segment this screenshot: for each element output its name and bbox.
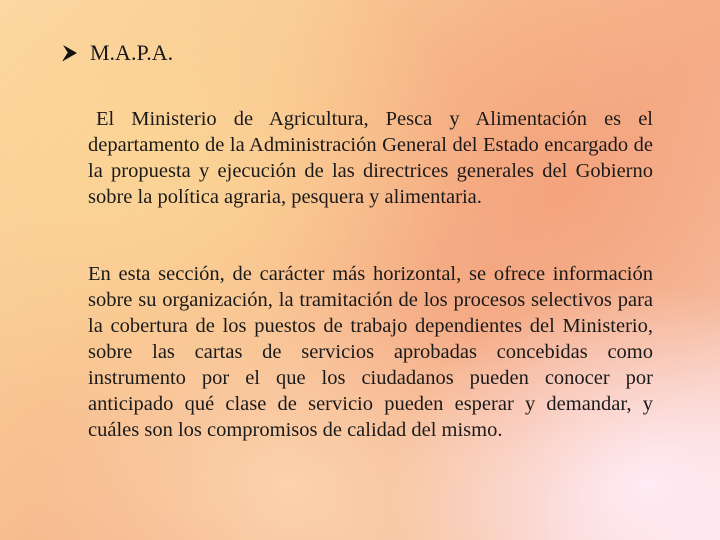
paragraph-ministry-description: El Ministerio de Agricultura, Pesca y Alimentación es el departamento de la Administración General del Estado encargado de la propuesta y ejecución de las directrices generales del Gobierno sobre la política agraria, pesquera y alimentaria.	[88, 108, 653, 208]
arrow-bullet-icon	[62, 44, 78, 62]
paragraph-section-description: En esta sección, de carácter más horizontal, se ofrece información sobre su organización, la tramitación de los procesos selectivos para la cobertura de los puestos de trabajo dependientes del Ministerio, sobre las cartas de servicios aprobadas concebidas como instrumento por el que los ciudadanos pueden conocer por anticipado qué clase de servicio pueden esperar y demandar, y cuáles son los compromisos de calidad del mismo.	[88, 263, 653, 441]
slide-heading	[62, 40, 173, 66]
heading-text: M.A.P.A.	[90, 40, 174, 65]
